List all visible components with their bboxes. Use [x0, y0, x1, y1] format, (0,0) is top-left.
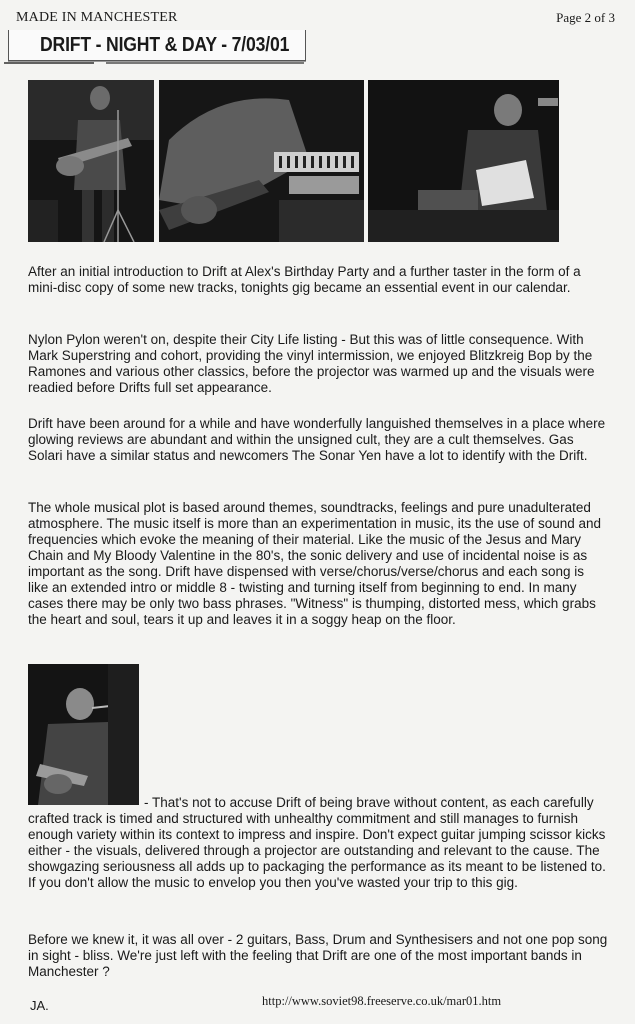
photo-singer-microphone: [28, 664, 139, 805]
article-paragraph-4: The whole musical plot is based around themes, soundtracks, feelings and pure unadulterated atmosphere. The music itself is more than an experimentation in music, its the use of sound and frequencies which evoke the meaning of their material. Like the music of the Jesus and Mary Chain and My Bloody Valentine in the 80's, the sonic delivery and use of incidental noise is as important as the song. Drift have dispensed with verse/chorus/verse/chorus and each song is like an extended intro or middle 8 - twisting and turning itself from beginning to end. In many cases there may be only two bass phrases. "Witness" is thumping, distorted mess, which grabs the heart and soul, tears it up and leaves it in a soggy heap on the floor.: [28, 500, 602, 627]
publication-name: MADE IN MANCHESTER: [16, 10, 178, 25]
article-paragraph-5-text: - That's not to accuse Drift of being brave without content, as each carefully crafted track is timed and structured with unhealthy commitment and still manages to furnish enough variety within its context to impress and inspire. Don't expect guitar jumping scissor kicks either - the visuals, delivered through a projector are outstanding and relevant to the cause. The showgazing seriousness all adds up to packaging the performance as its meant to be listened to. If you don't allow the music to envelop you then you've wasted your trip to this gig.: [28, 795, 606, 890]
article-paragraph-3: Drift have been around for a while and have wonderfully languished themselves in a place where glowing reviews are abundant and within the unsigned cult, they are a cult themselves. Gas Solari have a similar status and newcomers The Sonar Yen have a lot to identify with the Drift.: [28, 416, 606, 463]
article-paragraph-1: After an initial introduction to Drift at Alex's Birthday Party and a further taster in the form of a mini-disc copy of some new tracks, tonights gig became an essential event in our calendar.: [28, 264, 581, 295]
article-paragraph-6: Before we knew it, it was all over - 2 guitars, Bass, Drum and Synthesisers and not one pop song in sight - bliss. We're just left with the feeling that Drift are one of the most important bands in Manchester ?: [28, 932, 608, 979]
article-title: DRIFT - NIGHT & DAY - 7/03/01: [40, 34, 290, 56]
author-initials: JA.: [30, 998, 49, 1013]
photo-guitarist-keyboard: [159, 80, 364, 242]
title-divider: [4, 62, 304, 64]
photo-guitarist-left: [28, 80, 154, 242]
article-paragraph-2: Nylon Pylon weren't on, despite their City Life listing - But this was of little consequence. With Mark Superstring and cohort, providing the vinyl intermission, we enjoyed Blitzkreig Bop by the Ramones and various other classics, before the projector was warmed up and the visuals were readied before Drifts full set appearance.: [28, 332, 595, 395]
photo-musician-sheet: [368, 80, 559, 242]
article-paragraph-5: [28, 795, 608, 891]
page-number: Page 2 of 3: [556, 10, 615, 25]
source-url[interactable]: http://www.soviet98.freeserve.co.uk/mar01.htm: [262, 994, 502, 1008]
